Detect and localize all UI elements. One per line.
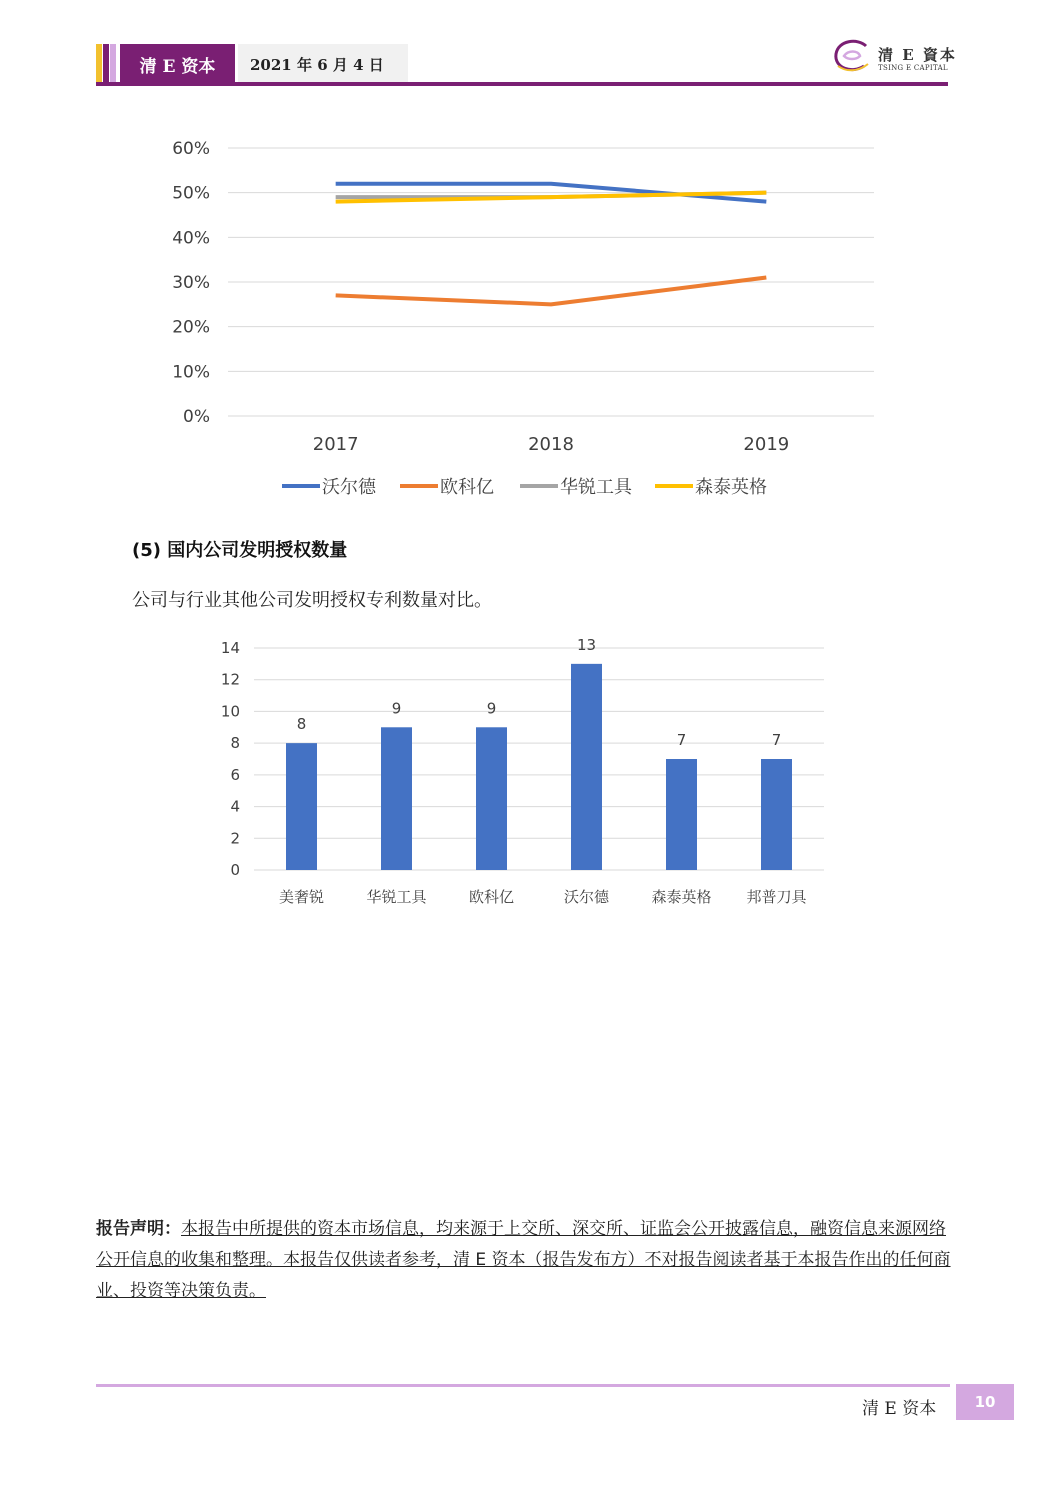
legend-label: 沃尔德 (322, 477, 376, 498)
disclaimer-label: 报告声明： (96, 1219, 181, 1239)
y-tick-label: 60% (172, 139, 210, 159)
header-stripe-gold (96, 44, 102, 84)
x-tick-label: 美奢锐 (278, 888, 325, 906)
y-tick-label: 8 (230, 734, 240, 753)
y-tick-label: 10 (220, 702, 240, 721)
logo-text: 清 E 資本 (878, 46, 957, 64)
section-heading: (5) 国内公司发明授权数量 (132, 540, 348, 561)
x-tick-label: 森泰英格 (651, 888, 712, 906)
bar (286, 743, 317, 870)
legend-label: 森泰英格 (695, 477, 767, 498)
section-paragraph: 公司与行业其他公司发明授权专利数量对比。 (132, 590, 492, 611)
y-tick-label: 10% (172, 362, 210, 383)
x-tick-label: 沃尔德 (563, 888, 610, 906)
company-logo-icon (830, 36, 876, 76)
y-tick-label: 20% (172, 317, 210, 338)
x-tick-label: 邦普刀具 (746, 888, 807, 906)
y-tick-label: 30% (172, 273, 210, 293)
x-tick-label: 2019 (743, 434, 790, 455)
data-label: 9 (391, 699, 402, 718)
line-chart (150, 130, 890, 515)
x-tick-label: 华锐工具 (366, 888, 427, 906)
x-tick-label: 2018 (528, 434, 574, 455)
bar (381, 727, 412, 870)
y-tick-label: 50% (172, 183, 210, 204)
y-tick-label: 40% (172, 228, 210, 249)
bar (476, 727, 507, 870)
y-tick-label: 0 (230, 861, 240, 879)
report-disclaimer (96, 1214, 956, 1307)
header-stripe-purple (103, 44, 109, 84)
y-tick-label: 12 (220, 670, 240, 689)
data-label: 7 (676, 731, 687, 749)
footer-brand: 清 E 资本 (862, 1399, 937, 1419)
logo-subtitle: TSING E CAPITAL (878, 64, 948, 72)
x-tick-label: 2017 (312, 434, 359, 455)
header-date: 2021 年 6 月 4 日 (238, 44, 408, 84)
legend-label: 欧科亿 (440, 477, 494, 498)
data-label: 8 (296, 715, 307, 734)
data-label: 7 (771, 731, 782, 749)
bar (571, 664, 602, 870)
y-tick-label: 0% (183, 407, 210, 427)
y-tick-label: 4 (230, 797, 240, 816)
bar (666, 759, 697, 870)
header-stripe-lilac (110, 44, 116, 84)
bar (761, 759, 792, 870)
footer-rule (96, 1384, 950, 1387)
y-tick-label: 14 (220, 639, 240, 657)
data-label: 13 (576, 635, 597, 654)
header-brand: 清 E 资本 (120, 44, 235, 84)
y-tick-label: 6 (230, 765, 240, 784)
header-rule (96, 82, 948, 86)
bar-chart (200, 630, 840, 920)
y-tick-label: 2 (230, 829, 240, 848)
x-tick-label: 欧科亿 (468, 888, 515, 906)
page-number: 10 (956, 1384, 1014, 1420)
disclaimer-text: 本报告中所提供的资本市场信息，均来源于上交所、深交所、证监会公开披露信息，融资信息来源网络公开信息的收集和整理。本报告仅供读者参考，清 E 资本（报告发布方）不对报告阅读者基于本报告作出的任何商业、投资等决策负责。 (96, 1219, 951, 1301)
data-label: 9 (486, 699, 497, 718)
legend-label: 华锐工具 (560, 477, 632, 498)
